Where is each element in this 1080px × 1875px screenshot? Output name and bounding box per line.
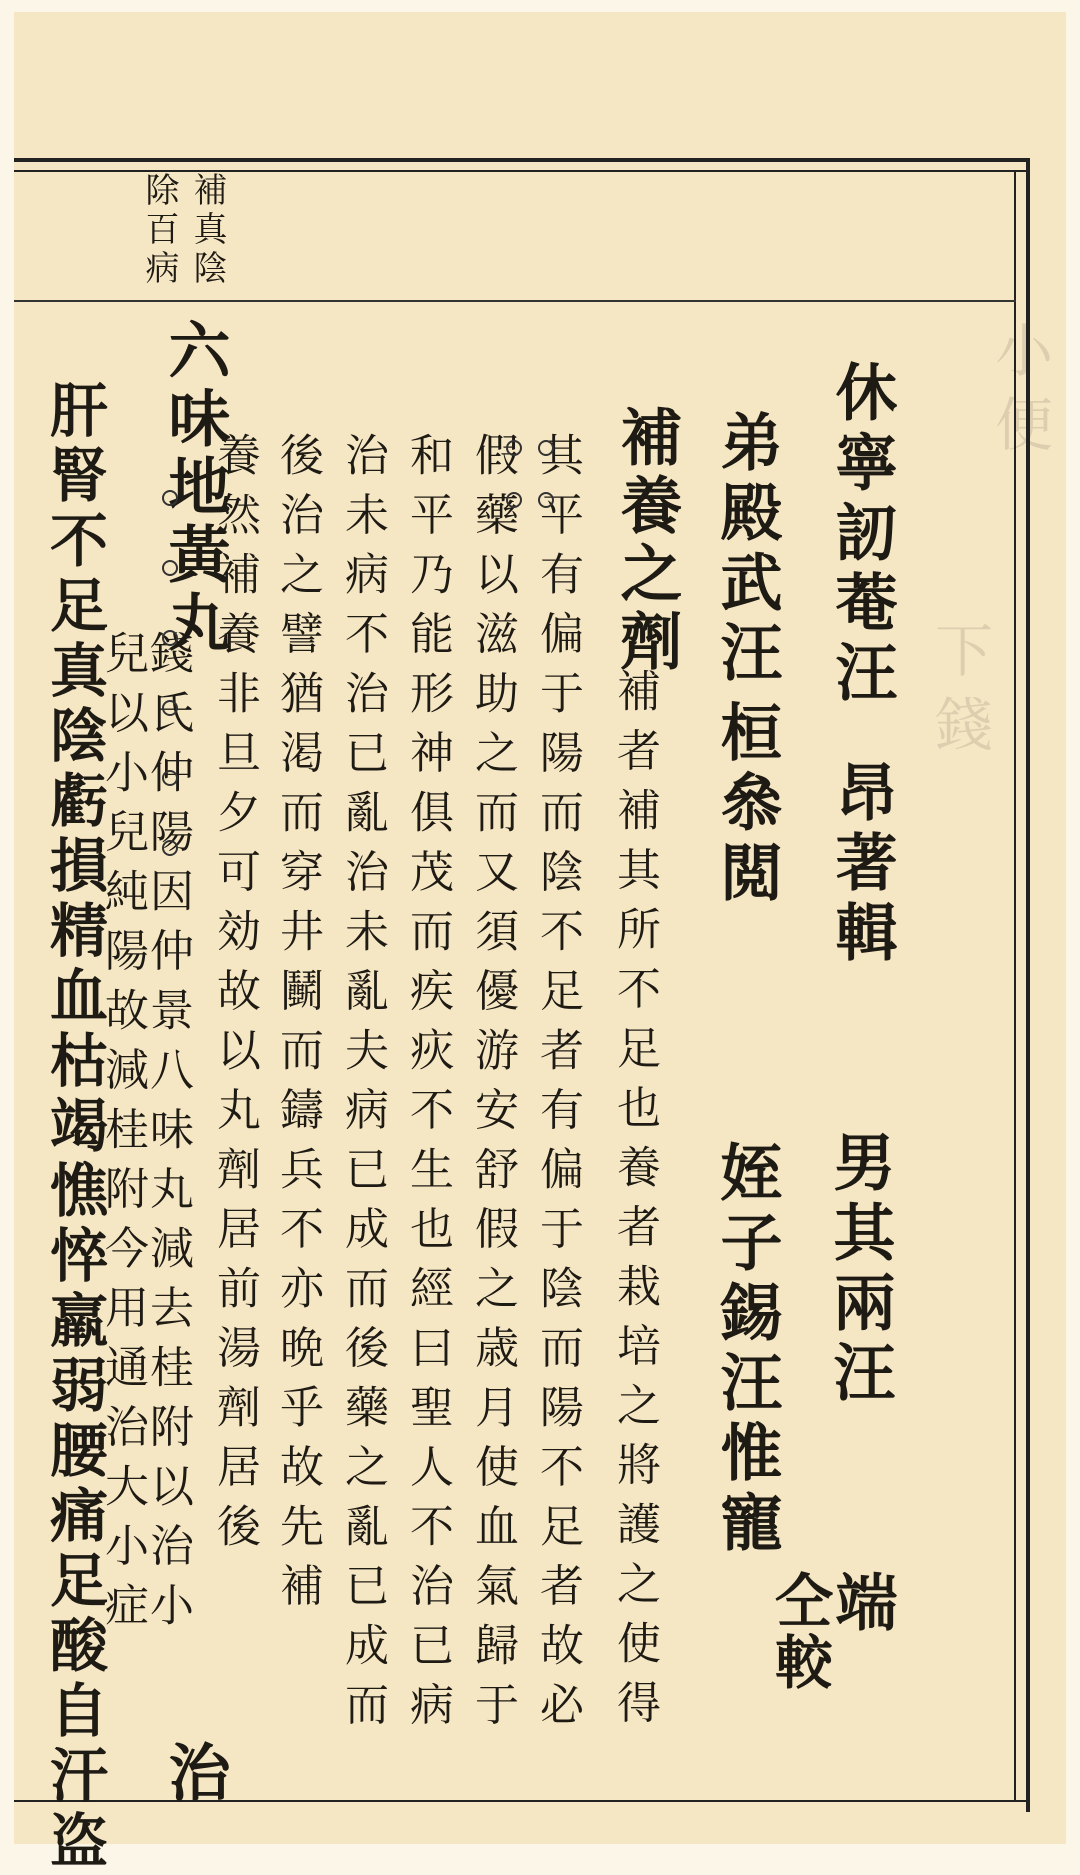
body-column-1: 補者補其所不足也養者栽培之將護之使得 [609, 668, 660, 1739]
body-column-3: 假藥以滋助之而又須優游安舒假之歳月使血氣歸于 [467, 432, 518, 1741]
body-column-6: 後治之譬猶渇而穿井鬭而鑄兵不亦晩乎故先補 [272, 432, 323, 1622]
author-line-1b: 昂著輯 [825, 760, 898, 970]
header-margin-rule [14, 300, 1016, 302]
body-column-8: 錢氏仲陽因仲景八味丸減去桂附以治小 [142, 630, 193, 1642]
author-line-1d: 端 [825, 1570, 898, 1632]
author-line-2d: 仝較 [765, 1570, 833, 1694]
frame-right-line [1026, 158, 1030, 1812]
body-column-10: 肝腎不足真陰虧損精血枯竭憔悴羸弱腰痛足酸自汗盗 [40, 380, 108, 1875]
frame-right-inner-line [1014, 170, 1016, 1802]
author-line-2a: 弟殿武汪 [710, 410, 783, 690]
body-column-5: 治未病不治已亂治未亂夫病已成而後藥之亂已成而 [337, 432, 388, 1741]
side-note-col1: 補真陰 [187, 172, 227, 289]
author-line-2c: 姪子錫汪惟寵 [710, 1140, 783, 1560]
section-title-bu-yang: 補養之劑 [610, 405, 683, 677]
frame-top-line [14, 158, 1030, 162]
body-column-2: 其平有偏于陽而陰不足者有偏于陰而陽不足者故必 [532, 432, 583, 1741]
body-column-7: 養然補養非旦夕可効故以丸劑居前湯劑居後 [209, 432, 260, 1563]
formula-title-liuwei-dihuang: 六味地黃丸 [158, 318, 231, 658]
body-column-4: 和平乃能形神俱茂而疾疢不生也經曰聖人不治已病 [402, 432, 453, 1741]
emphasis-marks-liuwei [152, 490, 192, 1050]
section-tail-zhi: 治 [158, 1740, 231, 1808]
author-line-1a: 休寧訒菴汪 [825, 360, 898, 710]
body-column-9: 兒以小兒純陽故減桂附今用通治大小症 [97, 630, 148, 1642]
author-line-2b: 桓叅閲 [710, 700, 783, 910]
author-line-1c: 男其兩汪 [823, 1130, 896, 1410]
emphasis-marks [498, 432, 558, 562]
side-note-col2: 除百病 [139, 172, 179, 289]
